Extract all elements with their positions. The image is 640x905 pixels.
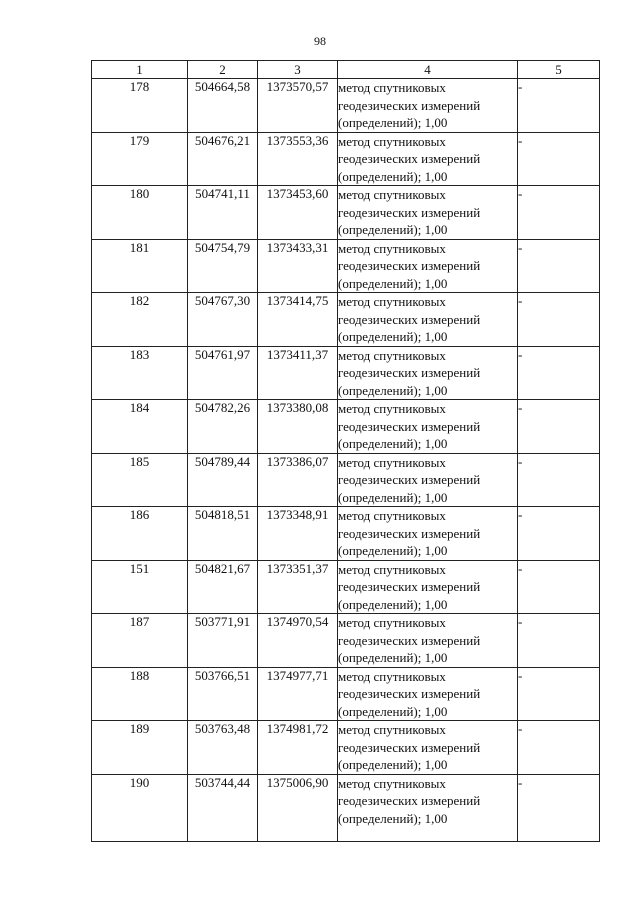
header-col-4: 4 bbox=[338, 61, 518, 79]
method-line: геодезических измерений bbox=[338, 97, 481, 113]
x-coordinate-cell: 503744,44 bbox=[188, 774, 258, 841]
method-line: геодезических измерений bbox=[338, 472, 481, 487]
table-row bbox=[92, 453, 600, 507]
y-coordinate-cell: 1373433,31 bbox=[258, 239, 338, 293]
table-row bbox=[92, 774, 600, 841]
table-row bbox=[92, 507, 600, 561]
description-cell: - bbox=[518, 186, 600, 240]
description-cell: - bbox=[518, 293, 600, 347]
method-cell bbox=[338, 346, 518, 400]
method-line: (определений); 1,00 bbox=[338, 222, 448, 237]
description-cell: - bbox=[518, 721, 600, 775]
description-cell: - bbox=[518, 667, 600, 721]
y-coordinate-cell: 1374977,71 bbox=[258, 667, 338, 721]
x-coordinate-cell: 503771,91 bbox=[188, 614, 258, 668]
point-number-cell: 190 bbox=[92, 774, 188, 841]
description-cell: - bbox=[518, 774, 600, 841]
y-coordinate-cell: 1373351,37 bbox=[258, 560, 338, 614]
y-coordinate-cell: 1373386,07 bbox=[258, 453, 338, 507]
y-coordinate-cell: 1374981,72 bbox=[258, 721, 338, 775]
method-line: геодезических измерений bbox=[338, 579, 481, 594]
y-coordinate-cell: 1373570,57 bbox=[258, 79, 338, 133]
method-cell bbox=[338, 774, 518, 841]
method-line: (определений); 1,00 bbox=[338, 115, 448, 130]
table-row bbox=[92, 186, 600, 240]
method-line: (определений); 1,00 bbox=[338, 810, 448, 826]
method-line: (определений); 1,00 bbox=[338, 168, 448, 184]
description-cell: - bbox=[518, 132, 600, 186]
point-number-cell: 183 bbox=[92, 346, 188, 400]
point-number-cell: 189 bbox=[92, 721, 188, 775]
method-line: метод спутниковых bbox=[338, 454, 446, 470]
method-line: метод спутниковых bbox=[338, 133, 446, 149]
method-line: геодезических измерений bbox=[338, 311, 481, 327]
table-row bbox=[92, 400, 600, 454]
y-coordinate-cell: 1373553,36 bbox=[258, 132, 338, 186]
method-line: метод спутниковых bbox=[338, 240, 446, 256]
header-col-3: 3 bbox=[258, 61, 338, 79]
table-row bbox=[92, 721, 600, 775]
method-line: геодезических измерений bbox=[338, 793, 481, 808]
method-cell bbox=[338, 667, 518, 721]
y-coordinate-cell: 1373414,75 bbox=[258, 293, 338, 347]
point-number-cell: 188 bbox=[92, 667, 188, 721]
y-coordinate-cell: 1375006,90 bbox=[258, 774, 338, 841]
method-cell bbox=[338, 186, 518, 240]
page-number: 98 bbox=[314, 34, 326, 48]
method-cell bbox=[338, 453, 518, 507]
point-number-cell: 182 bbox=[92, 293, 188, 347]
table-row bbox=[92, 132, 600, 186]
table-row bbox=[92, 346, 600, 400]
method-line: геодезических измерений bbox=[338, 525, 481, 541]
method-cell bbox=[338, 721, 518, 775]
method-cell bbox=[338, 79, 518, 133]
description-cell: - bbox=[518, 507, 600, 561]
method-line: метод спутниковых bbox=[338, 347, 446, 363]
method-line: метод спутниковых bbox=[338, 775, 446, 791]
method-line: (определений); 1,00 bbox=[338, 382, 448, 398]
x-coordinate-cell: 504754,79 bbox=[188, 239, 258, 293]
method-cell bbox=[338, 507, 518, 561]
x-coordinate-cell: 504761,97 bbox=[188, 346, 258, 400]
method-line: метод спутниковых bbox=[338, 187, 446, 202]
point-number-cell: 181 bbox=[92, 239, 188, 293]
method-line: метод спутниковых bbox=[338, 401, 446, 416]
method-line: метод спутниковых bbox=[338, 294, 446, 309]
point-number-cell: 186 bbox=[92, 507, 188, 561]
point-number-cell: 151 bbox=[92, 560, 188, 614]
method-line: (определений); 1,00 bbox=[338, 650, 448, 665]
method-line: геодезических измерений bbox=[338, 686, 481, 701]
method-line: метод спутниковых bbox=[338, 615, 446, 630]
point-number-cell: 184 bbox=[92, 400, 188, 454]
method-line: геодезических измерений bbox=[338, 365, 481, 380]
method-cell bbox=[338, 293, 518, 347]
description-cell: - bbox=[518, 346, 600, 400]
method-line: (определений); 1,00 bbox=[338, 275, 448, 291]
description-cell: - bbox=[518, 400, 600, 454]
x-coordinate-cell: 504676,21 bbox=[188, 132, 258, 186]
method-line: (определений); 1,00 bbox=[338, 596, 448, 612]
method-line: геодезических измерений bbox=[338, 739, 481, 755]
method-line: геодезических измерений bbox=[338, 418, 481, 434]
table-row bbox=[92, 79, 600, 133]
method-line: метод спутниковых bbox=[338, 722, 446, 737]
method-line: геодезических измерений bbox=[338, 632, 481, 648]
y-coordinate-cell: 1373348,91 bbox=[258, 507, 338, 561]
method-line: (определений); 1,00 bbox=[338, 703, 448, 719]
table-row bbox=[92, 239, 600, 293]
method-cell bbox=[338, 614, 518, 668]
header-col-5: 5 bbox=[518, 61, 600, 79]
x-coordinate-cell: 503763,48 bbox=[188, 721, 258, 775]
header-col-1: 1 bbox=[92, 61, 188, 79]
description-cell: - bbox=[518, 453, 600, 507]
method-line: геодезических измерений bbox=[338, 204, 481, 220]
method-cell bbox=[338, 239, 518, 293]
method-line: метод спутниковых bbox=[338, 668, 446, 684]
point-number-cell: 179 bbox=[92, 132, 188, 186]
method-line: метод спутниковых bbox=[338, 80, 446, 95]
description-cell: - bbox=[518, 239, 600, 293]
y-coordinate-cell: 1373380,08 bbox=[258, 400, 338, 454]
point-number-cell: 178 bbox=[92, 79, 188, 133]
method-cell bbox=[338, 400, 518, 454]
x-coordinate-cell: 503766,51 bbox=[188, 667, 258, 721]
description-cell: - bbox=[518, 560, 600, 614]
y-coordinate-cell: 1373411,37 bbox=[258, 346, 338, 400]
header-col-2: 2 bbox=[188, 61, 258, 79]
method-line: (определений); 1,00 bbox=[338, 329, 448, 344]
point-number-cell: 180 bbox=[92, 186, 188, 240]
table-header-row bbox=[92, 61, 600, 79]
x-coordinate-cell: 504789,44 bbox=[188, 453, 258, 507]
method-line: (определений); 1,00 bbox=[338, 489, 448, 505]
x-coordinate-cell: 504782,26 bbox=[188, 400, 258, 454]
x-coordinate-cell: 504741,11 bbox=[188, 186, 258, 240]
method-line: метод спутниковых bbox=[338, 508, 446, 523]
coordinates-table bbox=[91, 60, 600, 842]
x-coordinate-cell: 504818,51 bbox=[188, 507, 258, 561]
table-row bbox=[92, 293, 600, 347]
x-coordinate-cell: 504767,30 bbox=[188, 293, 258, 347]
table-row bbox=[92, 614, 600, 668]
method-line: геодезических измерений bbox=[338, 258, 481, 273]
method-line: (определений); 1,00 bbox=[338, 543, 448, 558]
method-line: геодезических измерений bbox=[338, 151, 481, 166]
method-line: (определений); 1,00 bbox=[338, 436, 448, 451]
table-row bbox=[92, 667, 600, 721]
method-cell bbox=[338, 132, 518, 186]
y-coordinate-cell: 1373453,60 bbox=[258, 186, 338, 240]
method-line: (определений); 1,00 bbox=[338, 757, 448, 772]
y-coordinate-cell: 1374970,54 bbox=[258, 614, 338, 668]
description-cell: - bbox=[518, 79, 600, 133]
method-line: метод спутниковых bbox=[338, 561, 446, 577]
table-row bbox=[92, 560, 600, 614]
description-cell: - bbox=[518, 614, 600, 668]
x-coordinate-cell: 504821,67 bbox=[188, 560, 258, 614]
x-coordinate-cell: 504664,58 bbox=[188, 79, 258, 133]
point-number-cell: 187 bbox=[92, 614, 188, 668]
point-number-cell: 185 bbox=[92, 453, 188, 507]
method-cell bbox=[338, 560, 518, 614]
